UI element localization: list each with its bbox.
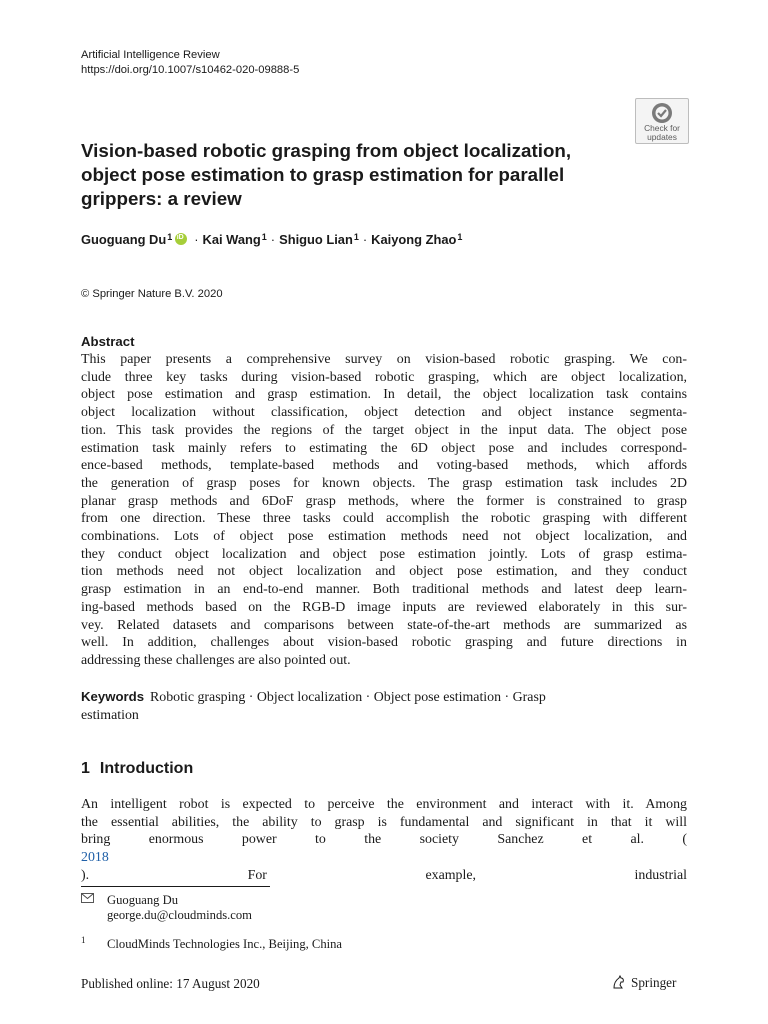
abstract-line: addressing these challenges are also pointed out. [81, 652, 351, 668]
affiliation: CloudMinds Technologies Inc., Beijing, China [107, 937, 343, 951]
keywords-list-cont: estimation [81, 707, 139, 723]
journal-name: Artificial Intelligence Review [81, 49, 220, 61]
badge-line-1: Check for [644, 123, 680, 133]
abstract-line: object localization without classification, object detection and object instance segmenta- [81, 405, 687, 421]
abstract-body [81, 351, 687, 670]
author-list [81, 232, 462, 247]
abstract-line: object pose estimation and grasp estimation. In detail, the object localization task contains [81, 387, 687, 403]
author-affil-sup: 1 [167, 232, 173, 242]
section-title: Introduction [99, 760, 194, 777]
keywords-label: Keywords [81, 689, 145, 704]
citation-link[interactable]: 2018 [81, 850, 109, 866]
abstract-line: the generation of grasp poses for known objects. The grasp estimation task includes 2D [81, 475, 687, 491]
journal-header [81, 48, 299, 78]
keywords-list: Robotic grasping · Object localization · Object pose estimation · Grasp [150, 690, 546, 705]
author-separator: · [362, 232, 368, 247]
publisher-logo [611, 974, 676, 991]
author-name[interactable]: Shiguo Lian [279, 232, 353, 247]
copyright-notice: © Springer Nature B.V. 2020 [81, 288, 223, 300]
abstract-line: well. In addition, challenges about vision-based robotic grasping and future directions in [81, 635, 687, 651]
check-for-updates-badge[interactable] [635, 98, 689, 144]
intro-line-3 [81, 831, 687, 884]
intro-text: bring enormous power to the society Sanchez et al. ( [81, 832, 687, 848]
footnote-divider [81, 886, 270, 887]
title-line: Vision-based robotic grasping from object localization, [81, 140, 572, 161]
intro-text: ). For example, industrial [81, 867, 687, 883]
abstract-line: estimation task mainly refers to estimating the 6D object pose and includes correspond- [81, 440, 687, 456]
abstract-line: from one direction. These three tasks could accomplish the robotic grasping with different [81, 511, 687, 527]
abstract-line: planar grasp methods and 6DoF grasp methods, where the former is constrained to grasp [81, 493, 687, 509]
keywords-line [81, 688, 687, 707]
envelope-icon [81, 893, 94, 906]
abstract-heading: Abstract [81, 334, 135, 349]
publisher-name: Springer [631, 975, 677, 990]
paper-title [81, 139, 641, 212]
contact-email[interactable]: george.du@cloudminds.com [107, 908, 252, 922]
abstract-line: combinations. Lots of object pose estimation methods need not object localization, and [81, 529, 687, 545]
orcid-icon[interactable] [175, 233, 187, 245]
author-separator: · [194, 232, 199, 247]
abstract-line: clude three key tasks during vision-based robotic grasping, which are object localization, [81, 369, 687, 385]
published-date: Published online: 17 August 2020 [81, 976, 260, 991]
author-name[interactable]: Guoguang Du [81, 232, 167, 247]
springer-horse-icon [611, 974, 627, 990]
keywords-block [81, 688, 687, 724]
abstract-line: ing-based methods based on the RGB-D image inputs are reviewed elaborately in this sur- [81, 599, 687, 615]
author-affil-sup: 1 [353, 232, 359, 242]
intro-paragraph [81, 796, 687, 885]
intro-line: the essential abilities, the ability to grasp is fundamental and significant in that it will [81, 814, 687, 830]
contact-name: Guoguang Du [107, 893, 179, 907]
affiliation-sup: 1 [81, 935, 86, 945]
title-line: grippers: a review [81, 188, 242, 210]
section-number: 1 [81, 760, 90, 777]
doi-link[interactable]: https://doi.org/10.1007/s10462-020-09888-5 [81, 64, 300, 76]
abstract-line: tion methods need not object localization and object pose estimation, and they conduct [81, 564, 687, 580]
author-separator: · [270, 232, 276, 247]
author-affil-sup: 1 [261, 232, 267, 242]
author-name[interactable]: Kaiyong Zhao [371, 232, 457, 247]
abstract-line: tion. This task provides the regions of the target object in the input data. The object pose [81, 422, 687, 438]
intro-line: An intelligent robot is expected to perceive the environment and interact with it. Among [81, 797, 687, 812]
section-heading [81, 760, 193, 778]
abstract-line: they conduct object localization and object pose estimation jointly. Lots of grasp estima- [81, 546, 687, 562]
title-line: object pose estimation to grasp estimation for parallel [81, 164, 565, 186]
abstract-line: vey. Related datasets and comparisons between state-of-the-art methods are summarized as [81, 617, 687, 633]
author-name[interactable]: Kai Wang [202, 232, 261, 247]
abstract-line: This paper presents a comprehensive survey on vision-based robotic grasping. We con- [81, 352, 687, 367]
badge-line-2: updates [647, 131, 677, 142]
abstract-line: grasp estimation in an end-to-end manner. Both traditional methods and latest deep learn- [81, 582, 687, 598]
author-affil-sup: 1 [457, 232, 463, 242]
abstract-line: ence-based methods, template-based methods and voting-based methods, which affords [81, 458, 687, 474]
check-for-updates-icon [651, 102, 673, 124]
